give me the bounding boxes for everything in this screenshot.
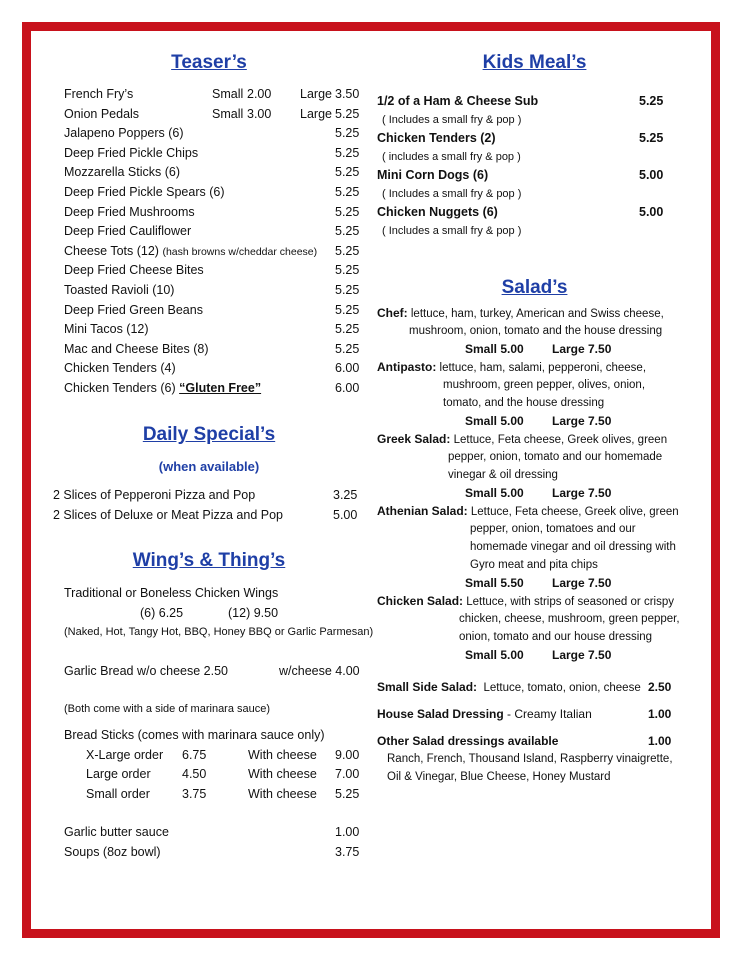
menu-item — [64, 203, 394, 223]
house-dressing — [377, 701, 687, 728]
item-name: Toasted Ravioli (10) — [64, 282, 175, 297]
small-price: Small 5.00 — [465, 414, 524, 428]
large-label: Large — [300, 87, 332, 101]
menu-item — [64, 261, 394, 281]
large-price: 5.25 — [335, 106, 360, 121]
salad-athenian — [377, 502, 687, 520]
large-price: Large 7.50 — [552, 414, 612, 428]
kids-item — [377, 92, 677, 111]
salad-desc-line — [377, 466, 687, 484]
item-name: Deep Fried Pickle Spears (6) — [64, 184, 225, 199]
price: 3.75 — [182, 786, 207, 801]
small-label: Small — [212, 106, 244, 121]
salad-name: Other Salad dressings available — [377, 734, 559, 748]
flavors-note: (Naked, Hot, Tangy Hot, BBQ, Honey BBQ or Garlic Parmesan) — [64, 626, 374, 639]
item-name: Deep Fried Pickle Chips — [64, 145, 199, 160]
item-name: Mini Corn Dogs (6) — [377, 168, 489, 182]
large-price: Large 7.50 — [552, 342, 612, 356]
size: X-Large order — [86, 747, 164, 762]
salad-desc-line — [377, 610, 687, 628]
salad-name: Athenian Salad: — [377, 504, 468, 518]
item-name: Garlic butter sauce — [64, 825, 169, 840]
cheese-label: With cheese — [248, 786, 317, 801]
salad-desc: Gyro meat and pita chips — [470, 559, 598, 571]
breadstick-row — [64, 785, 394, 805]
item-price: 2.50 — [648, 680, 672, 694]
marinara-note — [64, 700, 394, 720]
salad-desc-line — [377, 394, 687, 412]
item-name: Chicken Tenders (6) — [64, 380, 176, 395]
menu-item — [64, 222, 394, 242]
dressing-list: Ranch, French, Thousand Island, Raspberry vinaigrette, — [387, 753, 673, 765]
item-price: 3.75 — [335, 844, 360, 859]
salad-desc: pepper, onion, tomato and our homemade — [448, 451, 663, 463]
salad-antipasto — [377, 358, 687, 376]
item-price: 5.25 — [335, 126, 360, 141]
salad-desc: tomato, and the house dressing — [443, 397, 605, 409]
item-price: 3.25 — [333, 488, 358, 502]
salad-name: Chef: — [377, 306, 408, 320]
small-price: 3.00 — [247, 106, 272, 121]
salad-desc: Lettuce, Feta cheese, Greek olive, green — [470, 506, 679, 518]
salad-desc-line — [377, 376, 687, 394]
item-name: Cheese Tots (12) — [64, 243, 159, 258]
daily-specials-heading: Daily Special’s — [142, 424, 276, 445]
item-price: 5.25 — [335, 263, 360, 278]
salad-desc: pepper, onion, tomatoes and our — [470, 523, 636, 535]
teaser-row-fries — [64, 85, 394, 105]
item-price: 1.00 — [335, 825, 360, 840]
menu-item — [64, 124, 394, 144]
salad-sizes — [377, 412, 687, 430]
daily-specials-list — [53, 486, 373, 525]
menu-item — [64, 320, 394, 340]
menu-item — [64, 242, 394, 262]
salad-desc: homemade vinegar and oil dressing with — [470, 541, 676, 553]
item-price: 5.25 — [335, 145, 360, 160]
menu-item-gluten-free — [64, 379, 394, 399]
salad-name: Antipasto: — [377, 360, 437, 374]
salad-desc-line — [377, 556, 687, 574]
salad-desc: onion, tomato and our house dressing — [459, 631, 653, 643]
large-price: 3.50 — [335, 87, 360, 101]
spacer — [64, 643, 394, 662]
item-price: 6.00 — [335, 361, 360, 376]
salad-desc-line — [377, 322, 687, 340]
garlic-bread-cheese: w/cheese 4.00 — [279, 663, 360, 678]
small-price: 2.00 — [247, 87, 272, 101]
cheese-price: 5.25 — [335, 786, 360, 801]
salads-heading: Salad’s — [501, 277, 568, 298]
teaser-row-onion — [64, 105, 394, 125]
item-name: Jalapeno Poppers (6) — [64, 126, 184, 141]
item-name: Traditional or Boneless Chicken Wings — [64, 586, 279, 600]
salad-name: Chicken Salad: — [377, 594, 464, 608]
small-price: Small 5.00 — [465, 342, 524, 356]
menu-item — [64, 823, 394, 843]
teasers-list — [64, 85, 394, 399]
item-price: 5.25 — [335, 243, 360, 258]
small-label: Small — [212, 87, 244, 101]
menu-item — [53, 486, 373, 506]
item-name: Chicken Nuggets (6) — [377, 205, 498, 219]
item-price: 5.25 — [335, 165, 360, 180]
wings-section — [64, 584, 394, 863]
item-name: 2 Slices of Deluxe or Meat Pizza and Pop — [53, 507, 283, 522]
salad-desc: Lettuce, Feta cheese, Greek olives, green — [453, 434, 668, 446]
menu-item — [64, 359, 394, 379]
kids-item-note: ( Includes a small fry & pop ) — [382, 113, 522, 126]
kids-item-note: ( includes a small fry & pop ) — [382, 150, 521, 163]
salad-desc-line — [377, 628, 687, 646]
kids-item-note: ( Includes a small fry & pop ) — [382, 224, 522, 237]
item-name: Chicken Tenders (2) — [377, 131, 496, 145]
menu-item — [53, 506, 373, 526]
item-name: Deep Fried Cheese Bites — [64, 263, 204, 278]
salads-list — [377, 304, 687, 786]
kids-heading: Kids Meal’s — [482, 52, 587, 73]
large-price: Large 7.50 — [552, 576, 612, 590]
item-name: Soups (8oz bowl) — [64, 844, 161, 859]
item-price: 1.00 — [648, 707, 672, 721]
small-side-salad — [377, 674, 687, 701]
salad-sizes — [377, 484, 687, 502]
wings-flavors — [64, 623, 394, 643]
item-name: Deep Fried Cauliflower — [64, 224, 192, 239]
small-price: Small 5.00 — [465, 486, 524, 500]
item-name: Chicken Tenders (4) — [64, 361, 176, 376]
item-price: 5.25 — [335, 184, 360, 199]
cheese-label: With cheese — [248, 767, 317, 782]
salad-chef — [377, 304, 687, 322]
kids-list — [377, 92, 677, 240]
salad-desc: mushroom, onion, tomato and the house dressing — [409, 325, 663, 337]
salad-name: House Salad Dressing — [377, 707, 504, 721]
breadstick-row — [64, 746, 394, 766]
separator: - — [503, 707, 515, 721]
marinara-note-text: (Both come with a side of marinara sauce) — [64, 703, 271, 716]
salad-desc: chicken, cheese, mushroom, green pepper, — [459, 613, 680, 625]
gluten-free-tag: “Gluten Free” — [179, 380, 262, 395]
item-name: Mini Tacos (12) — [64, 322, 149, 337]
menu-item — [64, 163, 394, 183]
salad-desc: mushroom, green pepper, olives, onion, — [443, 379, 646, 391]
size: Small order — [86, 786, 150, 801]
cheese-price: 7.00 — [335, 767, 360, 782]
salad-desc: vinegar & oil dressing — [448, 469, 558, 481]
spacer — [64, 681, 394, 700]
salad-desc: lettuce, ham, turkey, American and Swiss cheese, — [410, 308, 664, 320]
salad-sizes — [377, 646, 687, 664]
item-name: Mac and Cheese Bites (8) — [64, 341, 209, 356]
item-name: Deep Fried Green Beans — [64, 302, 203, 317]
salad-name: Small Side Salad: — [377, 680, 478, 694]
breadsticks-title — [64, 726, 394, 746]
wings-heading: Wing’s & Thing’s — [132, 550, 286, 571]
large-label: Large — [300, 106, 332, 121]
price: 4.50 — [182, 767, 207, 782]
salad-desc-line — [377, 768, 687, 786]
teasers-heading: Teaser’s — [171, 52, 247, 73]
wings-six-price: (6) 6.25 — [140, 605, 184, 620]
salad-name: Greek Salad: — [377, 432, 451, 446]
menu-item — [64, 183, 394, 203]
wings-prices — [64, 604, 394, 624]
price: 6.75 — [182, 747, 207, 762]
garlic-bread: Garlic Bread w/o cheese 2.50 — [64, 663, 228, 678]
item-price: 6.00 — [335, 380, 360, 395]
item-name: 2 Slices of Pepperoni Pizza and Pop — [53, 488, 256, 502]
garlic-bread-row — [64, 662, 394, 682]
item-name: French Fry’s — [64, 87, 134, 101]
menu-item — [64, 843, 394, 863]
item-price: 5.00 — [333, 507, 358, 522]
salad-desc: Lettuce, with strips of seasoned or crispy — [466, 596, 674, 608]
item-price: 5.25 — [639, 94, 664, 108]
salad-desc-line — [377, 750, 687, 768]
small-price: Small 5.50 — [465, 576, 524, 590]
wings-twelve-price: (12) 9.50 — [228, 605, 279, 620]
breadsticks-title-text: Bread Sticks (comes with marinara sauce only) — [64, 727, 325, 742]
salad-sizes — [377, 340, 687, 358]
menu-item — [64, 301, 394, 321]
item-price: 5.25 — [335, 204, 360, 219]
salad-greek — [377, 430, 687, 448]
salad-desc: lettuce, ham, salami, pepperoni, cheese, — [439, 362, 647, 374]
salad-chicken — [377, 592, 687, 610]
item-price: 5.00 — [639, 205, 664, 219]
salad-desc-line — [377, 520, 687, 538]
kids-item — [377, 203, 677, 222]
item-name: Deep Fried Mushrooms — [64, 204, 195, 219]
kids-item — [377, 129, 677, 148]
item-price: 5.25 — [335, 341, 360, 356]
spacer — [377, 664, 687, 674]
salad-desc-line — [377, 448, 687, 466]
item-price: 5.25 — [335, 302, 360, 317]
menu-item — [64, 281, 394, 301]
item-name: Onion Pedals — [64, 106, 140, 121]
cheese-label: With cheese — [248, 747, 317, 762]
large-price: Large 7.50 — [552, 648, 612, 662]
cheese-price: 9.00 — [335, 747, 360, 762]
dressing-list: Oil & Vinegar, Blue Cheese, Honey Mustard — [387, 771, 611, 783]
salad-sizes — [377, 574, 687, 592]
item-price: 1.00 — [648, 734, 672, 748]
menu-item — [64, 340, 394, 360]
kids-item-note: ( Includes a small fry & pop ) — [382, 187, 522, 200]
item-price: 5.25 — [335, 224, 360, 239]
large-price: Large 7.50 — [552, 486, 612, 500]
salad-desc: Lettuce, tomato, onion, cheese — [483, 682, 641, 694]
spacer — [64, 804, 394, 823]
item-note: (hash browns w/cheddar cheese) — [162, 245, 318, 258]
breadstick-row — [64, 765, 394, 785]
item-price: 5.25 — [335, 282, 360, 297]
item-price: 5.25 — [335, 322, 360, 337]
kids-item — [377, 166, 677, 185]
item-name: Mozzarella Sticks (6) — [64, 165, 180, 180]
salad-desc: Creamy Italian — [514, 707, 592, 721]
daily-specials-subtitle: (when available) — [158, 459, 260, 474]
small-price: Small 5.00 — [465, 648, 524, 662]
menu-item — [64, 144, 394, 164]
item-price: 5.25 — [639, 131, 664, 145]
wings-name — [64, 584, 394, 604]
item-name: 1/2 of a Ham & Cheese Sub — [377, 94, 539, 108]
size: Large order — [86, 767, 151, 782]
salad-desc-line — [377, 538, 687, 556]
item-price: 5.00 — [639, 168, 664, 182]
